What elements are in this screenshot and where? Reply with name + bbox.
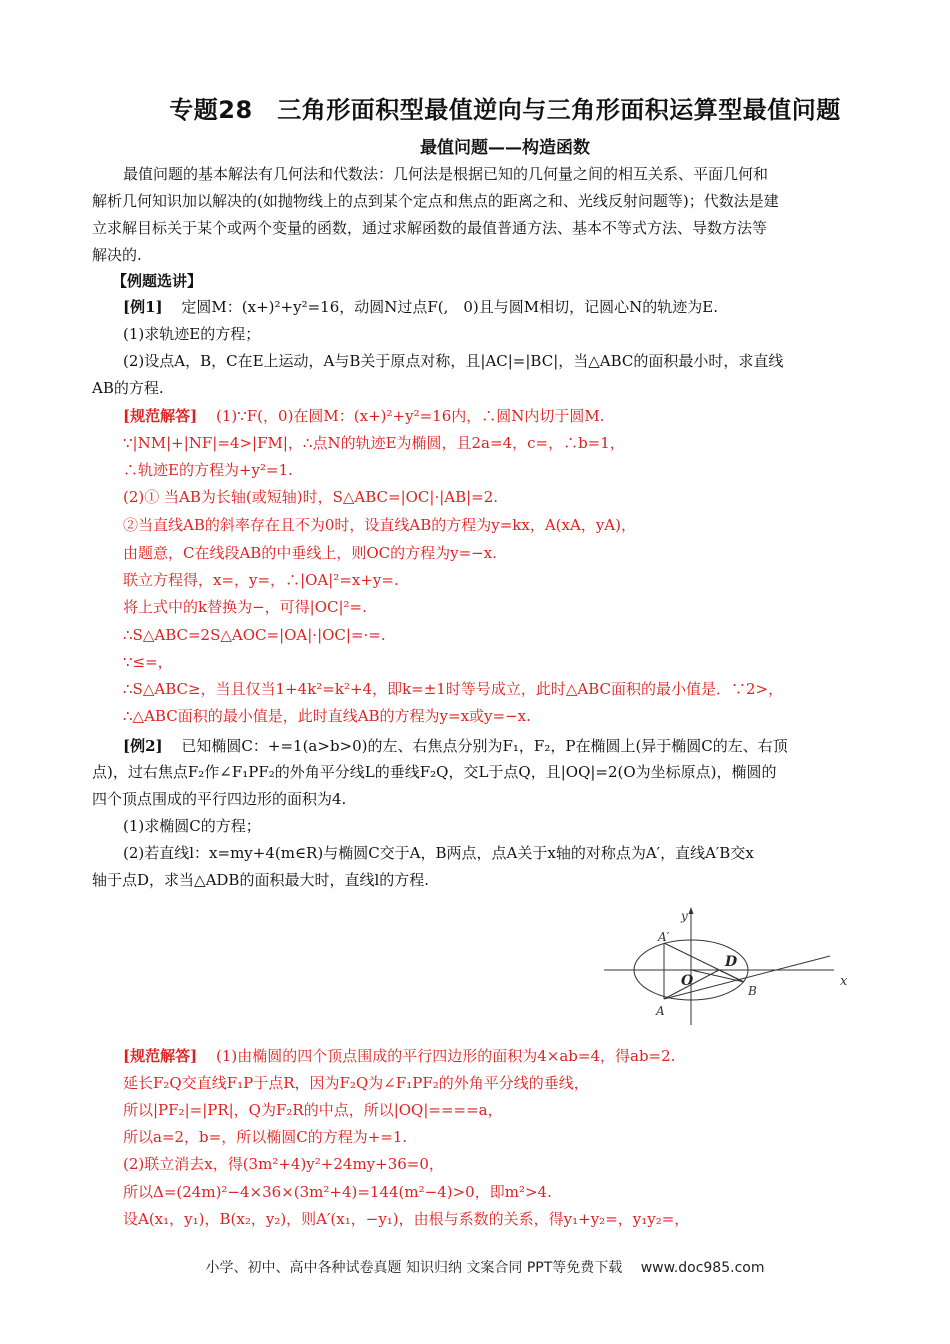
solution-1-text: ∴S△ABC≥，当且仅当1+4k²=k²+4，即k=±1时等号成立，此时△ABC面积的最小值是．∵2>，: [123, 680, 784, 698]
segment-DB: [719, 970, 744, 982]
example-2-text: 已知椭圆C：+=1(a>b>0)的左、右焦点分别为F₁，F₂，P在椭圆上(异于椭圆C的左、右顶: [181, 737, 788, 755]
y-axis-arrow: [689, 907, 694, 914]
solution-2-text: 所以Δ=(24m)²−4×36×(3m²+4)=144(m²−4)>0，即m²>4.: [123, 1183, 552, 1201]
solution-2-text: 所以|PF₂|=|PR|，Q为F₂R的中点，所以|OQ|====a，: [123, 1101, 503, 1119]
example-1-label: [例1]: [123, 298, 163, 316]
solution-2-text: 设A(x₁，y₁)，B(x₂，y₂)，则A′(x₁，−y₁)，由根与系数的关系，得y₁+y₂=，y₁y₂=，: [123, 1210, 690, 1228]
solution-1-text: ∴轨迹E的方程为+y²=1.: [123, 461, 293, 479]
solution-1-text: ∵|NM|+|NF|=4>|FM|，∴点N的轨迹E为椭圆，且2a=4，c=，∴b=1，: [123, 434, 625, 452]
solution-1-text: ∴S△ABC=2S△AOC=|OA|·|OC|=·=.: [123, 626, 386, 644]
point-A-label: A: [656, 1004, 665, 1018]
solution-1-text: 将上式中的k替换为−，可得|OC|²=.: [123, 598, 367, 616]
point-O-label: O: [681, 973, 694, 989]
y-axis-label: y: [681, 909, 688, 923]
example-2-text: (2)若直线l：x=my+4(m∈R)与椭圆C交于A，B两点，点A关于x轴的对称点为A′，直线A′B交x: [123, 844, 754, 862]
page-title: 专题28 三角形面积型最值逆向与三角形面积运算型最值问题: [169, 96, 841, 124]
solution-2-text: 延长F₂Q交直线F₁P于点R，因为F₂Q为∠F₁PF₂的外角平分线的垂线，: [123, 1074, 589, 1092]
intro-line: 立求解目标关于某个或两个变量的函数，通过求解函数的最值普通方法、基本不等式方法、导数方法等: [92, 219, 768, 237]
intro-line: 解决的.: [92, 246, 142, 264]
solution-1-text: 联立方程得，x=，y=，∴|OA|²=x+y=.: [123, 571, 399, 589]
solution-2-label: [规范解答]: [123, 1047, 198, 1065]
section-heading: 【例题选讲】: [112, 272, 203, 290]
example-2-text: 四个顶点围成的平行四边形的面积为4.: [92, 790, 347, 808]
solution-2-text: (1)由椭圆的四个顶点围成的平行四边形的面积为4×ab=4，得ab=2.: [215, 1047, 676, 1065]
point-D-label: D: [725, 954, 738, 970]
solution-2-text: 所以a=2，b=，所以椭圆C的方程为+=1.: [123, 1128, 408, 1146]
example-2-text: 轴于点D，求当△ADB的面积最大时，直线l的方程.: [92, 871, 430, 889]
page-subtitle: 最值问题——构造函数: [420, 138, 590, 158]
example-1-text: AB的方程.: [92, 379, 164, 397]
example-1-text: (2)设点A，B，C在E上运动，A与B关于原点对称，且|AC|=|BC|，当△ABC的面积最小时，求直线: [123, 352, 784, 370]
page-footer: 小学、初中、高中各种试卷真题 知识归纳 文案合同 PPT等免费下载 www.doc985.com: [205, 1260, 765, 1276]
solution-1-text: ②当直线AB的斜率存在且不为0时，设直线AB的方程为y=kx，A(xA，yA)，: [123, 516, 636, 534]
solution-1-text: (1)∵F(，0)在圆M：(x+)²+y²=16内，∴圆N内切于圆M.: [215, 407, 605, 425]
point-B-label: B: [748, 984, 757, 998]
example-1-text: (1)求轨迹E的方程；: [123, 325, 261, 343]
intro-line: 最值问题的基本解法有几何法和代数法：几何法是根据已知的几何量之间的相互关系、平面几何和: [123, 165, 769, 183]
example-2-text: 点)，过右焦点F₂作∠F₁PF₂的外角平分线L的垂线F₂Q，交L于点Q，且|OQ|=2(O为坐标原点)，椭圆的: [92, 763, 777, 781]
solution-1-text: ∵≤=，: [123, 653, 173, 671]
solution-1-text: (2)① 当AB为长轴(或短轴)时，S△ABC=|OC|·|AB|=2.: [123, 488, 499, 506]
point-A-prime-label: A′: [658, 930, 670, 944]
solution-1-label: [规范解答]: [123, 407, 198, 425]
example-2-text: (1)求椭圆C的方程；: [123, 817, 261, 835]
ellipse-figure: [604, 907, 854, 1029]
example-1-text: 定圆M：(x+)²+y²=16，动圆N过点F(, 0)且与圆M相切，记圆心N的轨迹为E.: [181, 298, 718, 316]
x-axis-label: x: [840, 974, 848, 989]
solution-1-text: 由题意，C在线段AB的中垂线上，则OC的方程为y=−x.: [123, 544, 497, 562]
solution-1-text: ∴△ABC面积的最小值是，此时直线AB的方程为y=x或y=−x.: [123, 707, 531, 725]
solution-2-text: (2)联立消去x，得(3m²+4)y²+24my+36=0，: [123, 1155, 444, 1173]
intro-line: 解析几何知识加以解决的(如抛物线上的点到某个定点和焦点的距离之和、光线反射问题等)；代数法是建: [92, 192, 779, 210]
example-2-label: [例2]: [123, 737, 163, 755]
